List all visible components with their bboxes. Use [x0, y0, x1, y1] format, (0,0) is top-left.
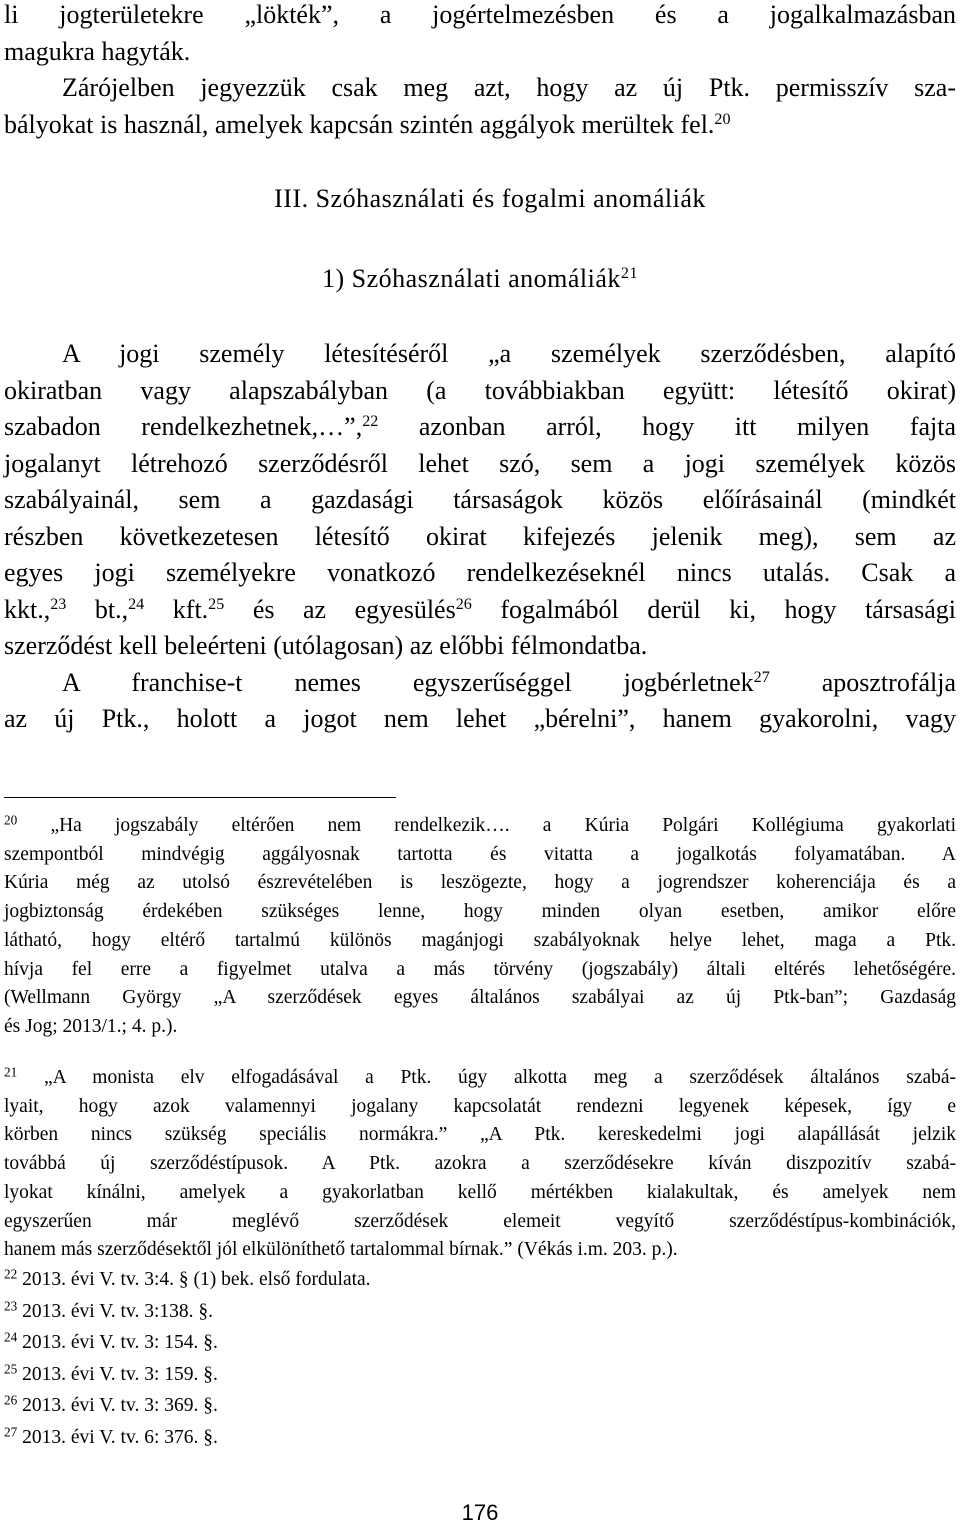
- footnote-line: szempontból mindvégig aggályosnak tartotta és vitatta a jogalkotás folyamatában. A: [4, 843, 956, 865]
- footnote-ref-25[interactable]: 25: [208, 595, 225, 613]
- text-line: egyes jogi személyekre vonatkozó rendelkezéseknél nincs utalás. Csak a: [4, 558, 956, 587]
- footnote-line: jogbiztonság érdekében szükséges lenne, hogy minden olyan esetben, amikor előre: [4, 901, 956, 923]
- page-number: 176: [461, 1500, 499, 1525]
- footnote-line: egyszerűen már meglévő szerződések elemeit vegyítő szerződéstípus-kombinációk,: [4, 1210, 956, 1232]
- footnote-number: 21: [4, 1064, 18, 1080]
- footnote-line: $^{20}$ „Ha jogszabály eltérően nem rendelkezik…. a Kúria Polgári Kollégiuma gyakorlati: [4, 812, 957, 836]
- footnote-ref-26[interactable]: 26: [455, 595, 472, 613]
- footnote-separator: [4, 797, 396, 798]
- text-line: Zárójelben jegyezzük csak meg azt, hogy az új Ptk. permisszív sza-: [62, 73, 956, 102]
- footnote-line: lyait, hogy azok valamennyi jogalany kapcsolatát rendezni legyenek képesek, így e: [4, 1095, 956, 1117]
- footnote-line: hívja fel erre a figyelmet utalva a más törvény (jogszabály) általi eltérés lehetőségére.: [4, 958, 956, 980]
- footnote-line: Kúria még az utolsó észrevételében is leszögezte, hogy a jogrendszer koherenciája és a: [4, 872, 956, 894]
- text-line: magukra hagyták.: [4, 36, 191, 66]
- footnote-line: látható, hogy eltérő tartalmú különös magánjogi szabályoknak helye lehet, maga a Ptk.: [4, 929, 956, 951]
- footnote-line: továbbá új szerződéstípusok. A Ptk. azokra a szerződésekre kíván diszpozitív szabá-: [4, 1153, 956, 1175]
- text-line: A jogi személy létesítéséről „a személyek szerződésben, alapító: [62, 339, 956, 368]
- footnote-24: $^{24}$ 2013. évi V. tv. 3: 154. §.: [4, 1329, 218, 1353]
- text-line: kkt.,$^{23}$ bt.,$^{24}$ kft.$^{25}$ és az egyesülés$^{26}$ fogalmából derül ki, hogy társasági: [4, 594, 957, 624]
- text-line: szerződést kell beleérteni (utólagosan) az előbbi félmondatba.: [4, 631, 648, 660]
- text-line: szabadon rendelkezhetnek,…”,$^{22}$ azonban arról, hogy itt milyen fajta: [4, 412, 957, 441]
- section-heading: III. Szóhasználati és fogalmi anomáliák: [274, 184, 706, 213]
- footnote-23: $^{23}$ 2013. évi V. tv. 3:138. §.: [4, 1297, 213, 1322]
- footnote-line: (Wellmann György „A szerződések egyes általános szabályai az új Ptk-ban”; Gazdaság: [4, 987, 956, 1009]
- footnote-ref-24[interactable]: 24: [128, 595, 145, 613]
- subsection-heading: 1) Szóhasználati anomáliák$^{21}$: [321, 264, 638, 293]
- footnote-line: lyokat kínálni, amelyek a gyakorlatban kellő mértékben kialakultak, és amelyek nem: [4, 1181, 956, 1203]
- text-line: bályokat is használ, amelyek kapcsán szintén aggályok merültek fel.$^{20}$: [4, 109, 731, 139]
- footnote-20: [4, 812, 956, 1042]
- footnote-line: körben nincs szükség speciális normákra.” „A Ptk. kereskedelmi jogi alapállását jelzik: [4, 1124, 956, 1146]
- text-line: okiratban vagy alapszabályban (a továbbiakban együtt: létesítő okirat): [4, 375, 956, 405]
- text-line: részben következetesen létesítő okirat kifejezés jelenik meg), sem az: [4, 521, 956, 551]
- short-footnotes: [4, 1264, 956, 1453]
- text-line: jogalanyt létrehozó szerződésről lehet szó, sem a jogi személyek közös: [4, 448, 956, 478]
- footnote-ref-22[interactable]: 22: [362, 413, 379, 431]
- footnote-27: $^{27}$ 2013. évi V. tv. 6: 376. §.: [4, 1423, 218, 1448]
- footnote-22: $^{22}$ 2013. évi V. tv. 3:4. § (1) bek. első fordulata.: [4, 1266, 371, 1290]
- footnote-ref-23[interactable]: 23: [50, 595, 67, 613]
- footnote-line: és Jog; 2013/1.; 4. p.).: [4, 1015, 178, 1037]
- footnote-line: $^{21}$ „A monista elv elfogadásával a Ptk. úgy alkotta meg a szerződések általános szabá-: [4, 1064, 956, 1088]
- text-line: szabályainál, sem a gazdasági társaságok közös előírásainál (mindkét: [4, 485, 956, 514]
- footnote-ref-21[interactable]: 21: [620, 265, 638, 283]
- footnote-line: hanem más szerződésektől jól elkülöníthető tartalommal bírnak.” (Vékás i.m. 203. p.).: [4, 1239, 678, 1261]
- main-paragraph: [4, 336, 956, 738]
- footnote-25: $^{25}$ 2013. évi V. tv. 3: 159. §.: [4, 1360, 218, 1385]
- footnote-ref-20[interactable]: 20: [714, 110, 731, 128]
- top-paragraph: [4, 0, 956, 143]
- text-line: az új Ptk., holott a jogot nem lehet „bérelni”, hanem gyakorolni, vagy: [4, 704, 956, 733]
- footnote-ref-27[interactable]: 27: [753, 668, 770, 686]
- footnote-number: 20: [4, 812, 18, 828]
- footnote-21: [4, 1064, 956, 1265]
- text-line: li jogterületekre „lökték”, a jogértelmezésben és a jogalkalmazásban: [4, 0, 956, 29]
- footnote-26: $^{26}$ 2013. évi V. tv. 3: 369. §.: [4, 1392, 218, 1416]
- text-line: A franchise-t nemes egyszerűséggel jogbérletnek$^{27}$ aposztrofálja: [62, 667, 956, 697]
